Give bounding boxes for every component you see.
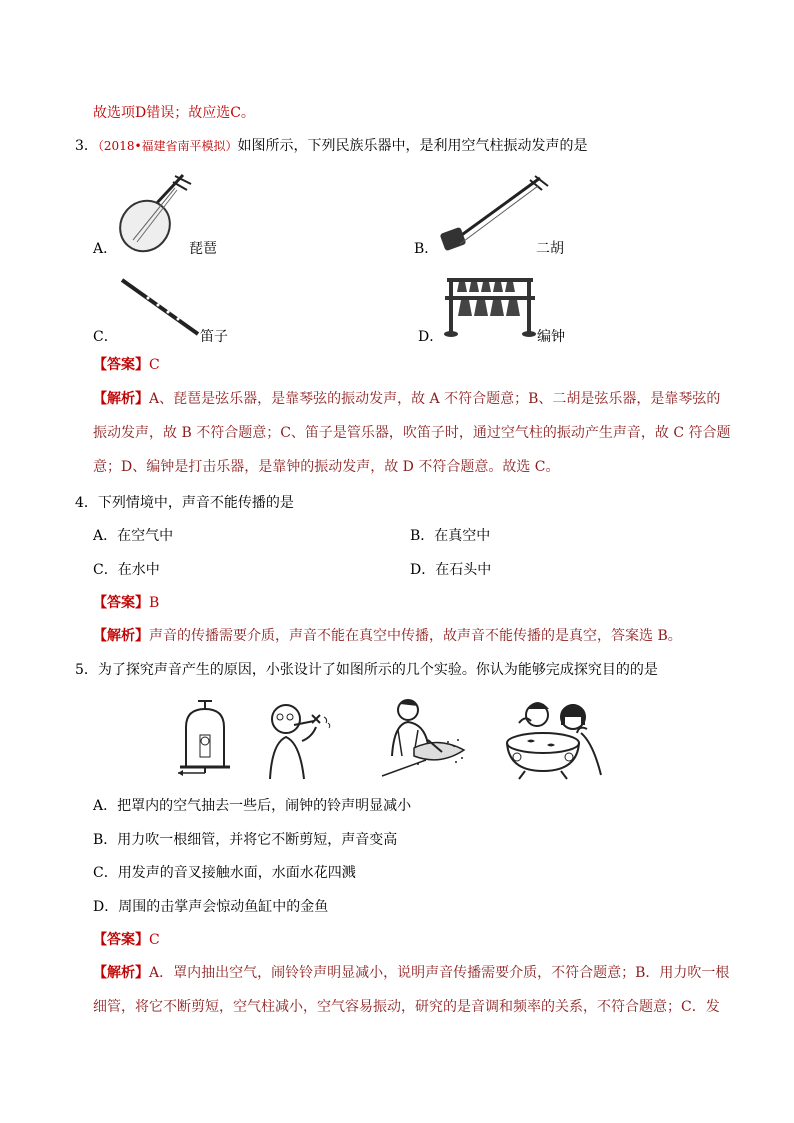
q3-option-a-name: 琵琶 — [189, 241, 217, 257]
q5-option-c: C．用发声的音叉接触水面，水面水花四溅 — [93, 865, 356, 881]
q4-analysis-label: 【解析】 — [93, 628, 149, 644]
q3-option-a-letter: A． — [93, 241, 118, 257]
question-4-stem — [75, 494, 294, 512]
q3-option-b-name: 二胡 — [536, 241, 564, 257]
q5-option-d: D．周围的击掌声会惊动鱼缸中的金鱼 — [93, 899, 329, 915]
q4-option-b: B．在真空中 — [410, 528, 491, 544]
question-3-number: 3． — [75, 138, 98, 154]
tuning-fork-water-icon — [378, 696, 468, 780]
pipa-icon — [115, 170, 195, 255]
q5-answer — [93, 931, 160, 949]
q3-option-d-name: 编钟 — [537, 329, 565, 345]
q3-answer-value: C — [149, 357, 160, 373]
q5-option-a: A．把罩内的空气抽去一些后，闹钟的铃声明显减小 — [93, 798, 412, 814]
q4-option-d: D．在石头中 — [410, 562, 492, 578]
question-5-text: 为了探究声音产生的原因，小张设计了如图所示的几个实验。你认为能够完成探究目的的是 — [97, 662, 658, 678]
fish-tank-icon — [497, 693, 609, 781]
bell-jar-icon — [170, 697, 240, 779]
question-4-text: 下列情境中，声音不能传播的是 — [97, 495, 294, 511]
flute-icon — [118, 276, 203, 338]
question-3-stem — [75, 137, 588, 155]
question-4-number: 4． — [75, 495, 98, 511]
q3-analysis-line-2: 振动发声，故 B 不符合题意；C、笛子是管乐器，吹笛子时，通过空气柱的振动产生声音，故 C 符合题 — [93, 425, 731, 441]
intro-line: 故选项D错误；故应选C。 — [93, 105, 255, 121]
q3-answer — [93, 356, 160, 374]
question-5-number: 5． — [75, 662, 98, 678]
q5-option-b: B．用力吹一根细管，并将它不断剪短，声音变高 — [93, 832, 398, 848]
bianzhong-icon — [443, 270, 538, 340]
q3-analysis-label: 【解析】 — [93, 391, 149, 407]
q3-analysis-line-3: 意；D、编钟是打击乐器，是靠钟的振动发声，故 D 不符合题意。故选 C。 — [93, 459, 560, 475]
erhu-icon — [440, 172, 550, 254]
q4-answer-value: B — [149, 595, 160, 611]
q4-answer-label: 【答案】 — [93, 595, 149, 611]
q3-option-d-letter: D． — [418, 329, 444, 345]
straw-cutting-icon — [262, 697, 337, 781]
q5-answer-label: 【答案】 — [93, 932, 149, 948]
q3-option-b-letter: B． — [414, 241, 439, 257]
q5-analysis-line-1: 【解析】A．罩内抽出空气，闹铃铃声明显减小，说明声音传播需要介质，不符合题意；B．用力吹一根 — [93, 965, 730, 981]
q3-answer-label: 【答案】 — [93, 357, 149, 373]
q3-option-c-name: 笛子 — [200, 329, 228, 345]
question-5-stem — [75, 661, 658, 679]
question-3-text: 如图所示，下列民族乐器中，是利用空气柱振动发声的是 — [237, 138, 588, 154]
q5-analysis-line-2: 细管，将它不断剪短，空气柱减小，空气容易振动，研究的是音调和频率的关系，不符合题意；C．发 — [93, 999, 720, 1015]
q4-option-c: C．在水中 — [93, 562, 160, 578]
q5-analysis-label: 【解析】 — [93, 965, 149, 981]
q3-option-c-letter: C． — [93, 329, 118, 345]
q4-option-a: A．在空气中 — [93, 528, 174, 544]
q4-answer — [93, 594, 159, 612]
question-3-source: （2018•福建省南平模拟） — [97, 139, 238, 153]
q3-analysis-line-1: 【解析】A、琵琶是弦乐器，是靠琴弦的振动发声，故 A 不符合题意；B、二胡是弦乐器，是靠琴弦的 — [93, 391, 721, 407]
q4-analysis: 【解析】声音的传播需要介质，声音不能在真空中传播，故声音不能传播的是真空，答案选 B。 — [93, 628, 682, 644]
q5-answer-value: C — [149, 932, 160, 948]
